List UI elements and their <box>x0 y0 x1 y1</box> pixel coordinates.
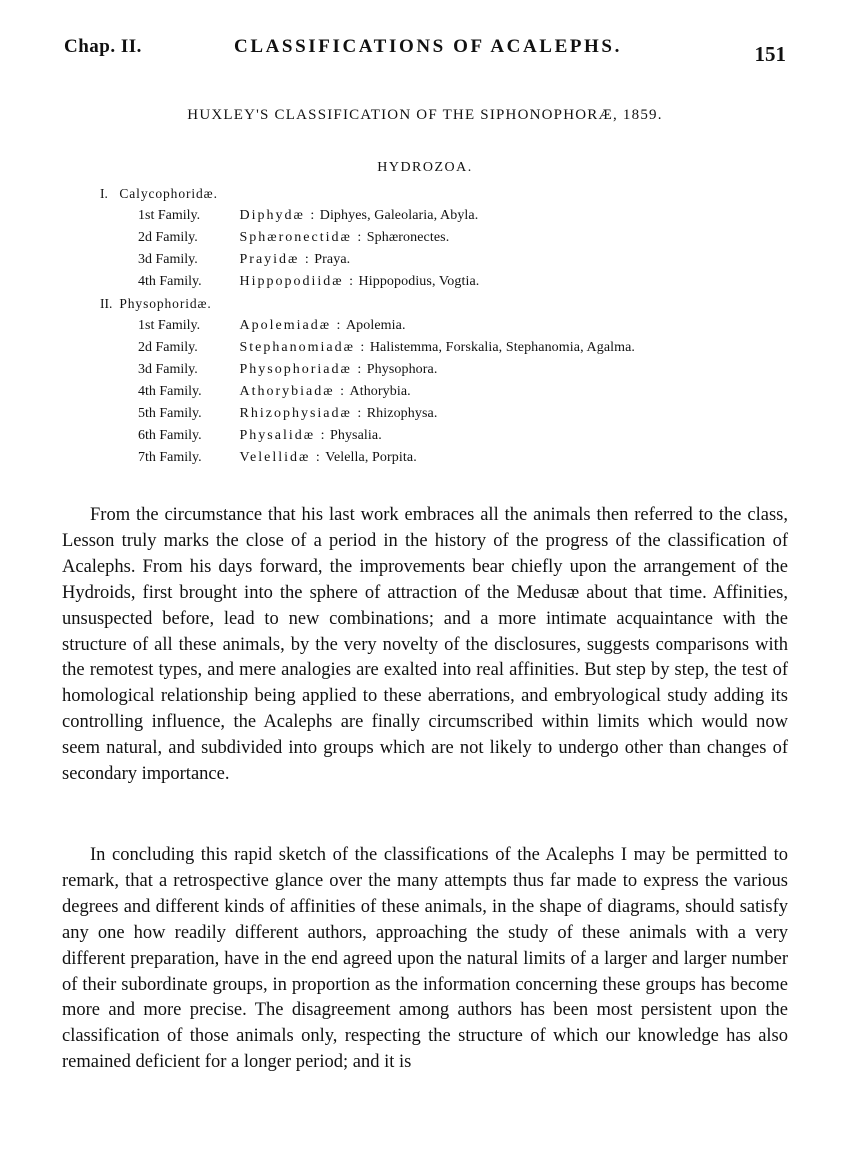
family-label: 3d Family. <box>138 252 198 267</box>
family-genera: Apolemia. <box>345 318 406 333</box>
family-label: 4th Family. <box>138 384 202 399</box>
page-number: 151 <box>754 42 786 66</box>
running-title: CLASSIFICATIONS OF ACALEPHS. <box>234 36 622 57</box>
family-label: 3d Family. <box>138 362 198 377</box>
order-heading <box>100 293 800 315</box>
family-row <box>100 205 800 227</box>
family-genera: Rhizophysa. <box>366 406 438 421</box>
order-name: Physophoridæ. <box>119 296 212 311</box>
family-label: 5th Family. <box>138 406 202 421</box>
family-label: 6th Family. <box>138 428 202 443</box>
running-header <box>64 32 786 72</box>
family-row <box>100 271 800 293</box>
family-label: 4th Family. <box>138 274 202 289</box>
family-genera: Sphæronectes. <box>366 230 450 245</box>
family-name: Stephanomiadæ : <box>239 340 367 355</box>
family-name: Hippopodiidæ : <box>239 274 356 289</box>
family-row <box>100 227 800 249</box>
family-name: Rhizophysiadæ : <box>239 406 364 421</box>
order-numeral: I. <box>100 186 108 201</box>
classification-list <box>100 183 800 469</box>
family-row <box>100 337 800 359</box>
family-name: Physalidæ : <box>239 428 327 443</box>
family-genera: Physophora. <box>366 362 438 377</box>
order-numeral: II. <box>100 296 113 311</box>
order-name: Calycophoridæ. <box>119 186 218 201</box>
family-label: 2d Family. <box>138 230 198 245</box>
family-name: Velellidæ : <box>239 450 322 465</box>
family-genera: Velella, Porpita. <box>325 450 417 465</box>
family-name: Prayidæ : <box>239 252 311 267</box>
section-title: HUXLEY'S CLASSIFICATION OF THE SIPHONOPHORÆ, 1859. <box>187 107 663 123</box>
family-row <box>100 447 800 469</box>
family-row <box>100 425 800 447</box>
family-label: 7th Family. <box>138 450 202 465</box>
order-heading <box>100 183 800 205</box>
family-genera: Physalia. <box>329 428 382 443</box>
chapter-label: Chap. II. <box>64 36 142 57</box>
family-label: 1st Family. <box>138 208 201 223</box>
family-genera: Diphyes, Galeolaria, Abyla. <box>319 208 479 223</box>
family-row <box>100 359 800 381</box>
family-label: 2d Family. <box>138 340 198 355</box>
family-genera: Athorybia. <box>349 384 411 399</box>
family-row <box>100 381 800 403</box>
family-row <box>100 315 800 337</box>
body-paragraph: In concluding this rapid sketch of the classifications of the Acalephs I may be permitted to remark, that a retrospective glance over the many attempts thus far made to express the various degrees and different kinds of affinities of these animals, in the shape of diagrams, should satisfy any one how readily different authors, approaching the study of these animals with a very different preparation, have in the end agreed upon the natural limits of a larger and larger number of their subordinate groups, in proportion as the information concerning these groups has become more and more precise. The disagreement among authors has been most persistent upon the classification of those animals only, respecting the structure of which our knowledge has also remained deficient for a longer period; and it is <box>62 845 788 1073</box>
family-genera: Hippopodius, Vogtia. <box>358 274 480 289</box>
family-name: Sphæronectidæ : <box>239 230 364 245</box>
family-row <box>100 249 800 271</box>
family-genera: Halistemma, Forskalia, Stephanomia, Agalma. <box>369 340 636 355</box>
classification-subtitle: HYDROZOA. <box>377 160 473 175</box>
family-name: Physophoriadæ : <box>239 362 364 377</box>
family-genera: Praya. <box>314 252 351 267</box>
family-row <box>100 403 800 425</box>
family-name: Athorybiadæ : <box>239 384 346 399</box>
family-name: Diphydæ : <box>239 208 317 223</box>
family-name: Apolemiadæ : <box>239 318 343 333</box>
body-paragraph: From the circumstance that his last work embraces all the animals then referred to the class, Lesson truly marks the close of a period in the history of the progress of the classification of Acalephs. From his days forward, the improvements bear chiefly upon the arrangement of the Hydroids, first brought into the sphere of attraction of the Medusæ about that time. Affinities, unsuspected before, lead to new combinations; and a more intimate acquaintance with the structure of all these animals, by the very novelty of the disclosures, suggests comparisons with the remotest types, and mere analogies are exalted into real affinities. But step by step, the test of homological relationship being applied to these aberrations, and embryological study adding its controlling influence, the Acalephs are finally circumscribed within limits which would now seem natural, and subdivided into groups which are not likely to undergo other than changes of secondary importance. <box>62 505 788 785</box>
family-label: 1st Family. <box>138 318 201 333</box>
